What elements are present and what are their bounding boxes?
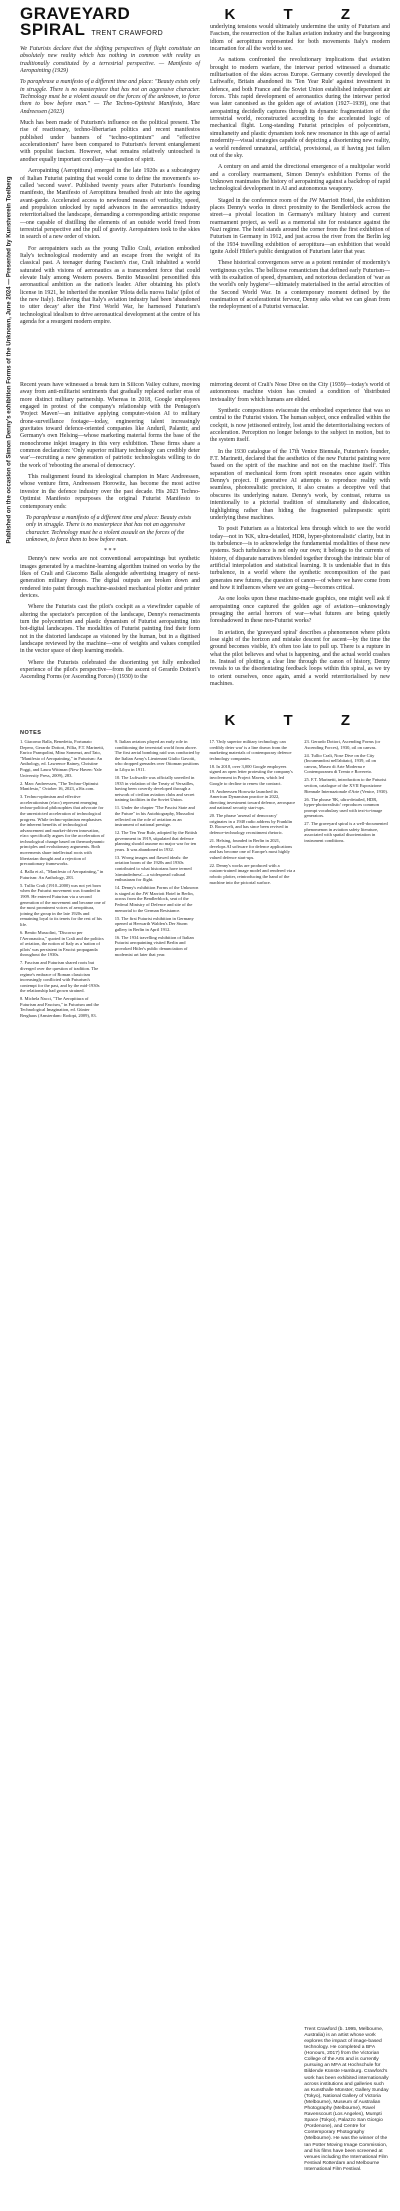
- title-line-2: SPIRAL: [20, 20, 86, 39]
- column-3-body: [20, 382, 200, 511]
- footnote: 3. Techno-optimism and effective accelerationism (e/acc) represent emerging techno-political philosophies that advocate for the unrestricted acceleration of technological progress. While techno-optimism emphasises the inherent benefits of technological advancement and market-driven innovation, e/acc specifically argues for the acceleration of technological change based on thermodynamic principles and evolutionary arguments. Both movements share intellectual roots with libertarian thought and a rejection of precautionary frameworks.: [20, 794, 105, 867]
- column-3-body-continued: [20, 556, 200, 682]
- footnote: 18. In 2018, over 3,000 Google employees signed an open letter protesting the company's involvement in Project Maven, which led Google to decline to renew the contract.: [209, 763, 293, 786]
- title-line-1: GRAVEYARD: [20, 4, 131, 23]
- footnote: 4. Balla et al., "Manifesto of Aeropainting," in Futurism: An Anthology, 283.: [20, 869, 104, 880]
- essay-page-1: [20, 4, 390, 694]
- paragraph: Synthetic compositions eviscerate the embodied experience that was so central to the Futurist vision. The human subject, once enthralled within the cockpit, is now jettisoned entirely, lost amid the deterritorialising vectors of acceleration. Perception no longer belongs to the subject in motion, but to the system itself.: [210, 408, 390, 444]
- notes-list-4: [304, 739, 390, 846]
- paragraph: These historical convergences serve as a potent reminder of modernity's vertiginous cycles. The bellicose romanticism that defined early Futurism—with its exaltation of speed, dynamism, and notorious declaration of 'war as the world's only hygiene'—ultimately materialised in the aerial atrocities of the Second World War. In a contemporary moment defined by the reanimation of accelerationist fervour, Denny asks what we can glean from the redeployment of a Futurist vernacular.: [210, 260, 390, 311]
- column-4-body: [210, 382, 390, 688]
- footnote: 15. The first Futurist exhibition in Germany opened at Herwarth Walden's Der Sturm gallery in Berlin in April 1912.: [114, 915, 194, 932]
- notes-heading: NOTES: [20, 730, 42, 736]
- paragraph: Denny's new works are not conventional aeropaintings but synthetic images generated by a machine-learning algorithm trained on works by the likes of Crali and Giacomo Balla alongside advertising imagery of next-generation military drones. The digital outputs are broken down and rendered into paint through machine-assisted mechanical plotter and printer devices.: [20, 556, 200, 599]
- footnote: 25. F.T. Marinetti, introduction to the Futurist section, catalogue of the XVII Esposizione Biennale Internazionale d'Arte (Venice, 1930).: [304, 777, 389, 794]
- paragraph: As one looks upon these machine-made graphics, one might well ask if aeropainting once captured the golden age of aviation—unknowingly presaging the aerial horrors of war—what futures are being quietly foreshadowed in these neo-Futurist works?: [210, 596, 390, 625]
- notes-list-3: [210, 739, 296, 885]
- footnote: 7. Fascism and Futurism shared roots but diverged over the question of tradition. The regime's embrace of Roman classicism increasingly conflicted with Futurism's contempt for the past, and by the mid-1930s the relationship had grown strained.: [20, 960, 100, 994]
- footnote: 19. Andreessen Horowitz launched its American Dynamism practice in 2022, directing investment toward defence, aerospace and national security start-ups.: [209, 788, 296, 811]
- notes-list-2: [115, 739, 201, 957]
- column-4: [210, 382, 390, 690]
- column-2-body: [210, 24, 390, 312]
- footnote: 14. Denny's exhibition Forms of the Unknown is staged at the JW Marriott Hotel in Berlin, across from the Bendlerblock, seat of the Federal Ministry of Defence and site of the memorial to the German Resistance.: [114, 885, 199, 913]
- footnote: 11. Under the chapter "The Fascist State and the Future" in his Autobiography, Mussolini reflected on the role of aviation as an instrument of national prestige.: [114, 805, 195, 828]
- footnote: 20. The phrase 'arsenal of democracy' originates in a 1940 radio address by Franklin D. Roosevelt, and has since been revived in defence-technology recruitment rhetoric.: [209, 813, 293, 836]
- paragraph: In aviation, the 'graveyard spiral' describes a phenomenon where pilots lose sight of the horizon and mistake descent for ascent—by the time the ground becomes visible, it's often too late to pull up. There is a rupture in what the pilot believes and what is happening, and the actual world crashes in. Instead of plotting a clear line through the canon of history, Denny reveals to us the disorientating feedback loops within this spiral, as we try to orient ourselves, once again, amid a world reterritorialised by new machines.: [210, 629, 390, 688]
- paragraph: As nations confronted the revolutionary implications that aviation brought to modern warfare, the interwar period witnessed a dramatic militarisation of the skies across Europe. Germany covertly developed the Luftwaffe, Britain abandoned its 'Ten Year Rule' against investment in defence, and both France and the Soviet Union established independent air forces. This rapid development of aeronautics during the interwar period was later canonised as the golden age of aviation (1927–1939), one that aeropainting decidedly captures through its dynamic fragmentation of the terrestrial world, reconstructed according to the accelerated logic of mechanical flight. Long-standing Futurist principles of polycentrism, simultaneity and plastic dynamism took new resonance in this age of aerial modernity—visual strategies capable of depicting a disorienting new reality, a world rendered unnatural, artificial, provisional, as if having just fallen out of the sky.: [210, 57, 390, 159]
- paragraph: This realignment found its ideological champion in Marc Andreessen, whose venture firm, Andreessen Horowitz, has become the most active investor in the defence industry over the past decade. His 2023 Techno-Optimist Manifesto repurposes the original Futurist Manifesto to contemporary ends:: [20, 474, 200, 510]
- column-3: [20, 382, 200, 690]
- paragraph: Where the Futurists cast the pilot's cockpit as a viewfinder capable of altering the spectator's perception of the landscape, Denny's reenactments turn the polycentrism and plastic dynamism of Futurist aeropainting into bot-digital landscapes. The modalities of Futurist painting find their form not in the distorted landscape as visioned by the human, but in a digitised landscape reviewed by the machine—one of weights and values compiled in the vector space of deep learning models.: [20, 604, 200, 655]
- paragraph: underlying tensions would ultimately undermine the unity of Futurism and Fascism, the resurrection of the Italian aviation industry and the burgeoning idiom of aeropittura represented for both movements Italy's modern incarnation for all the world to see.: [210, 24, 390, 53]
- manifesto-quote: To paraphrase a manifesto of a different time and place: Beauty exists only in struggle. There is no masterpiece that has not an aggressive character. Technology must be a violent assault on the forces of the unknown, to force them to bow before man.: [26, 514, 192, 543]
- footnote: 13. Wrong images and flawed ideals: the aviation boom of the 1920s and 1930s contributed to what historians have termed 'airmindedness'—a widespread cultural enthusiasm for flight.: [114, 854, 192, 883]
- footnote: 21. Helsing, founded in Berlin in 2021, develops AI software for defence applications and has become one of Europe's most highly valued defence start-ups.: [209, 838, 293, 860]
- bio-spacer: [304, 846, 390, 2027]
- paragraph: Much has been made of Futurism's influence on the political present. The rise of reactionary, techno-libertarian politics and recent manifestos published under banners of "techno-optimism" and "effective accelerationism" have been compared to Futurism's fervent entanglement with populist fascism. However, what remains relatively untouched is another equally important corollary—a question of spirit.: [20, 120, 200, 163]
- column-2: [210, 4, 390, 376]
- essay-title: [20, 6, 200, 42]
- footnote: 9. Italian aviators played an early role in conditioning the terrestrial world from above. The first aerial bombing raid was conducted by the Italian Army's Lieutenant Giulio Gavotti, who dropped grenades over Ottoman positions in Libya in 1911.: [114, 739, 200, 772]
- paragraph: In the 1930 catalogue of the 17th Venice Biennale, Futurism's founder, F.T. Marinetti, declared that the aesthetics of the new Futurist painting were 'based on the spirit of the machine and not on the machine itself'. This separation of mechanical form from spirit resonates once again within Denny's project. If generative AI attempts to reproduce reality with seamless, photorealistic precision, it also creates a deceptive veil that obscures its underlying nature. Denny's work, by contrast, returns us intentionally to a pictorial tradition of simultaneity and dislocation, highlighting rather than hiding the fragmented palimpsestic spirit underlying these machines.: [210, 448, 390, 521]
- section-divider: * * *: [104, 548, 116, 555]
- ktz-masthead: K T Z: [224, 6, 372, 23]
- paragraph: To paraphrase a manifesto of a different time and place: "Beauty exists only in struggle. There is no masterpiece that has not an aggressive character. Technology must be a violent assault on the forces of the unknown, to force them to bow before man." — The Techno-Optimist Manifesto, Marc Andreessen (2023): [20, 79, 200, 115]
- notes-column-4: [304, 739, 390, 2179]
- footnote: 2. Marc Andreessen, "The Techno-Optimist Manifesto," October 16, 2023, a16z.com.: [20, 780, 99, 792]
- paragraph: For aeropainters such as the young Tullio Crali, aviation embodied Italy's technological modernity and an escape from the weight of its classical past. A teenager during Fascism's rise, Crali inhabited a world saturated with visions of aeronautics as a transcendent force that could elevate Italy among Western powers. Benito Mussolini personified this aeronautical ambition as the nation's leader. After obtaining his pilot's license in 1921, he inherited the moniker 'Pilota della nuova Italia' (pilot of the new Italy). Believing that Italy's aviation industry had been 'abandoned to utter decay' after the First World War, he harnessed Futurism's technological idealism to drive aeronautical development at the centre of his agenda for a resurgent modern empire.: [20, 245, 200, 326]
- page-1-lower-columns: [20, 382, 390, 690]
- notes-column-1: [20, 739, 106, 2179]
- spine-caption: Published on the occasion of Simon Denny's exhibition Forms of the Unknown, June 2024 — Presented by Kunstverein Toelberg: [7, 176, 14, 544]
- paragraph: Recent years have witnessed a break turn in Silicon Valley culture, moving away from anti-militarist sentiments that gradually replaced earlier eras of more distinct military partnership. Whereas in 2018, Google employees engaged in protest of the company's relationship with the Pentagon's 'Project Maven'—an initiative applying computer-vision AI to military drone-surveillance footage—today, engineering talent increasingly gravitates toward defence-oriented companies like Anduril, Palantir, and Germany's own Helsing—whose marketing material forms the base of the monochrome inkjet imagery in this very exhibition. These firms share a common declaration: 'Only superior military technology can credibly deter war'—recruiting a new generation of patriotic technologists willing to do the work of 'rebooting the arsenal of democracy'.: [20, 382, 200, 469]
- footnote: 16. The 1934 travelling exhibition of Italian Futurist aeropainting visited Berlin and provoked Hitler's public denunciation of modernist art later that year.: [114, 934, 194, 957]
- footnote: 6. Benito Mussolini, "Discorso per l'Aeronautica," quoted in Crali and the politics of aviation, the notion of Italy as a 'nation of pilots' was persistent in Fascist propaganda throughout the 1930s.: [20, 929, 104, 958]
- notes-page: [20, 712, 390, 2202]
- footnote: 17. 'Only superior military technology can credibly deter war' is a line drawn from the marketing materials of contemporary defence technology companies.: [209, 739, 292, 761]
- footnote: 8. Michela Nacci, "The Aeropittura of Futurism and Fascism," in Futurism and the Technological Imagination, ed. Günter Berghaus (Amsterdam: Rodopi, 2009), 83.: [20, 996, 99, 1019]
- paragraph: Staged in the conference room of the JW Marriott Hotel, the exhibition places Denny's works in direct proximity to the Bendlerblock across the street—a pivotal location in Germany's military history and current rearmament project, as well as a memorial site for resistance against the Nazi regime. The hotel stands around the corner from the first exhibition of Futurism in Germany in 1912, and just across the river from the Berlin leg of the 1934 travelling exhibition of aeropittura—an exhibition that would ignite Adolf Hitler's public denigration of Futurism later that year.: [210, 197, 390, 255]
- author-name: TRENT CRAWFORD: [91, 30, 164, 37]
- paragraph: mirroring decent of Crali's Nose Dive on the City (1939)—today's world of autonomous machine vision has created a condition of 'distributed invisuality' from which humans are elided.: [210, 382, 390, 403]
- footnote: 10. The Luftwaffe was officially unveiled in 1935 in violation of the Treaty of Versailles, having been covertly developed through a network of civilian aviation clubs and secret training facilities in the Soviet Union.: [114, 774, 195, 803]
- notes-columns: [20, 739, 390, 2179]
- footnote: 24. Tullio Crali, Nose Dive on the City (Incuneandosi nell'abitato), 1939, oil on canvas, Museo di Arte Moderna e Contemporanea di Trento e Rovereto.: [304, 752, 377, 775]
- column-1: [20, 4, 200, 376]
- paragraph: To posit Futurism as a historical lens through which to see the world today—not in 'KK, ultra-detailed, HDR, hyper-photorealistic' clarity, but in its turbulence—is to acknowledge the fundamental modalities of these new systems. Such turbulence is not only our own; it belongs to the currents of history, of disparate narratives blended together through the intrinsic blur of artificial interpolation and statistical learning. It is undeniable that in this turbulence, in a world where the synthetic recomposition of the past generates new futures, the question of canon—of where we have come from and how it influences where we are going—becomes critical.: [210, 526, 390, 591]
- footnote: 23. Gerardo Dottori, Ascending Forms (or Ascending Forces), 1930, oil on canvas.: [304, 739, 381, 750]
- footnote: 12. The Ten Year Rule, adopted by the British government in 1919, stipulated that defence planning should assume no major war for ten years. It was abandoned in 1932.: [114, 830, 198, 852]
- notes-list-1: [20, 739, 106, 1019]
- title-line-2-wrap: [20, 22, 200, 42]
- paragraph: A century on and amid the directional emergence of a multipolar world and a corollary rearmament, Simon Denny's exhibition Forms of the Unknown reanimates the history of aeropainting against a backdrop of rapid technological development in AI and autonomous weaponry.: [210, 164, 390, 193]
- paragraph: Where the Futurists celebrated the disorienting yet fully embodied experience of the pilot's perspective—from the ascent of Gerardo Dottori's Ascending Forms (or Ascending Forces) (1930) to the: [20, 659, 200, 681]
- author-bio: Trent Crawford (b. 1995, Melbourne, Australia) is an artist whose work explores the impact of image-based technology. He completed a BFA (Honours, 2017) from the Victorian College of the Arts and is currently pursuing an MFA at Hochschule für Bildende Künste Hamburg. Crawford's work has been exhibited internationally across institutions and galleries such as Kunsthalle Münster, Gallery Sunday (Tokyo), National Gallery of Victoria (Melbourne), Museum of Australian Photography (Melbourne), Ravel Ravenscourt (Los Angeles), Mumpti Space (Tokyo), Palazzo San Giorgio (Pordenone), and Centre for Contemporary Photography (Melbourne). He was the winner of the Ian Potter Moving Image Commission, and his films have been screened at venues including the International Film Festival Rotterdam and Melbourne International Film Festival.: [304, 2026, 389, 2172]
- footnote: 5. Tullio Crali (1910–2000) was not yet born when the Futurist movement was founded in 1909. He entered Futurism via a second generation of the movement and became one of the most prominent voices of aeropittura, joining the group in the late 1920s and remaining loyal to its tenets for the rest of his life.: [20, 882, 106, 927]
- notes-column-2: [115, 739, 201, 2179]
- ktz-masthead-2: K T Z: [224, 712, 372, 729]
- column-1-body: [20, 46, 200, 326]
- footnote: 22. Denny's works are produced with a custom-trained image model and rendered via a robotic plotter, reintroducing the hand of the machine into the pictorial surface.: [209, 862, 296, 885]
- paragraph: We Futurists declare that the shifting perspectives of flight constitute an absolutely new reality which has nothing in common with reality as traditionally constituted by a terrestrial perspective. — Manifesto of Aeropainting (1929): [20, 46, 200, 75]
- page-1-upper-columns: [20, 4, 390, 376]
- notes-column-3: [210, 739, 296, 2179]
- paragraph: Aeropainting (Aeropittura) emerged in the late 1920s as a subcategory of Italian Futurist painting that would come to define the movement's so-called 'second wave'. Published twenty years after Futurism's founding manifesto, the Manifesto of Aeropittura breathed fresh air into the ageing avant-garde. Accelerated access to newfound means of verticality, speed, and propulsion unlocked by rapid advances in the aeronautics industry reterritorialised the landscape, demanding a corresponding artistic response—one capable of distilling the elements of an outside world freed from terrestrial perspective and the pull of gravity. Aeropainters took to the skies in search of a new order of vision.: [20, 168, 200, 241]
- footnote: 1. Giacomo Balla, Benedetta, Fortunato Depero, Gerardo Dottori, Fillia, F.T. Marinetti, Enrico Prampolini, Mino Somenzi, and Tato, "Manifesto of Aeropainting," in Futurism: An Anthology, ed. Lawrence Rainey, Christine Poggi, and Laura Wittman (New Haven: Yale University Press, 2009), 283.: [20, 739, 105, 778]
- footnote: 27. The graveyard spiral is a well-documented phenomenon in aviation safety literature, associated with spatial disorientation in instrument conditions.: [304, 821, 388, 844]
- footnote: 26. The phrase '8K, ultra-detailed, HDR, hyper-photorealistic' reproduces common prompt vocabulary used with text-to-image generators.: [304, 796, 383, 819]
